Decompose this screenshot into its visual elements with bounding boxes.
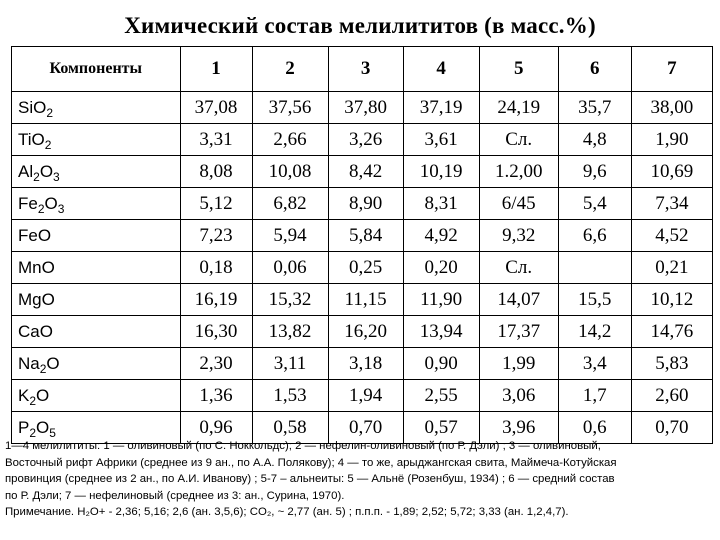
table-cell: 3,4 <box>558 348 631 380</box>
table-row <box>12 188 713 220</box>
table-cell: 3,06 <box>479 380 558 412</box>
table-cell: 3,31 <box>180 124 252 156</box>
table-cell: 3,96 <box>479 412 558 444</box>
table-cell: 1,90 <box>631 124 712 156</box>
table-cell: 14,07 <box>479 284 558 316</box>
table-cell: 10,69 <box>631 156 712 188</box>
table-cell: 6/45 <box>479 188 558 220</box>
component-name: SiO$_2$ <box>12 92 181 124</box>
table-row <box>12 252 713 284</box>
table-cell: 8,42 <box>328 156 403 188</box>
table-cell: 24,19 <box>479 92 558 124</box>
table-cell: 35,7 <box>558 92 631 124</box>
table-cell: 9,32 <box>479 220 558 252</box>
column-header-2: 2 <box>252 47 328 92</box>
table-cell: 1,99 <box>479 348 558 380</box>
table-cell: 6,82 <box>252 188 328 220</box>
table-cell: 37,56 <box>252 92 328 124</box>
table-cell: 1,7 <box>558 380 631 412</box>
footnote-note: Примечание. H₂O+ - 2,36; 5,16; 2,6 (ан. 3,5,6); CO₂, ~ 2,77 (ан. 5) ; п.п.п. - 1,89; 2,52; 5,72; 3,33 (ан. 1,2,4,7). <box>5 506 569 518</box>
page-title: Химический состав мелилититов (в масс.%) <box>124 13 596 38</box>
table-cell: 0,70 <box>631 412 712 444</box>
table-cell: 5,4 <box>558 188 631 220</box>
column-header-6: 6 <box>558 47 631 92</box>
table-cell: 6,6 <box>558 220 631 252</box>
column-header-4: 4 <box>403 47 479 92</box>
component-name: CaO <box>12 316 181 348</box>
component-name: $Na_2O$ <box>12 348 181 380</box>
table-cell: 0,25 <box>328 252 403 284</box>
table-cell: 0,20 <box>403 252 479 284</box>
table-cell: 5,94 <box>252 220 328 252</box>
table-cell: 2,66 <box>252 124 328 156</box>
table-row <box>12 92 713 124</box>
component-name: MnO <box>12 252 181 284</box>
table-cell: 16,30 <box>180 316 252 348</box>
table-cell: 0,6 <box>558 412 631 444</box>
table-cell: 17,37 <box>479 316 558 348</box>
table-cell: 7,23 <box>180 220 252 252</box>
table-cell: 1,53 <box>252 380 328 412</box>
table-cell: 4,92 <box>403 220 479 252</box>
table-cell: 10,19 <box>403 156 479 188</box>
footnote-line: Восточный рифт Африки (среднее из 9 ан., по А.А. Полякову); 4 — то же, арыджангская свита, Маймеча-Котуйская <box>5 456 617 469</box>
column-header-1: 1 <box>180 47 252 92</box>
composition-table <box>11 46 713 444</box>
table-cell: 3,61 <box>403 124 479 156</box>
table-cell: 14,76 <box>631 316 712 348</box>
component-name: $Al_2O_3$ <box>12 156 181 188</box>
table-cell: 0,70 <box>328 412 403 444</box>
table-cell: 1,94 <box>328 380 403 412</box>
table-cell: Сл. <box>479 124 558 156</box>
table-cell: 8,31 <box>403 188 479 220</box>
table-cell: 11,15 <box>328 284 403 316</box>
component-name: MgO <box>12 284 181 316</box>
table-row <box>12 156 713 188</box>
table-cell: 13,82 <box>252 316 328 348</box>
table-cell: 3,11 <box>252 348 328 380</box>
component-name: FeO <box>12 220 181 252</box>
table-cell: 3,18 <box>328 348 403 380</box>
table-cell: 14,2 <box>558 316 631 348</box>
table-cell: 7,34 <box>631 188 712 220</box>
table-row <box>12 284 713 316</box>
table-row <box>12 316 713 348</box>
table-cell: 8,90 <box>328 188 403 220</box>
table-cell: 0,57 <box>403 412 479 444</box>
table-cell: 5,12 <box>180 188 252 220</box>
table-cell: 0,90 <box>403 348 479 380</box>
component-name: TiO$_2$ <box>12 124 181 156</box>
table-row <box>12 124 713 156</box>
column-header-3: 3 <box>328 47 403 92</box>
table-cell: 9,6 <box>558 156 631 188</box>
table-cell: 3,26 <box>328 124 403 156</box>
table-cell: 13,94 <box>403 316 479 348</box>
column-header-components: Компоненты <box>12 47 181 92</box>
table-cell: 0,21 <box>631 252 712 284</box>
table-cell: 10,08 <box>252 156 328 188</box>
table-cell: 15,5 <box>558 284 631 316</box>
table-cell: Сл. <box>479 252 558 284</box>
footnote-line: по Р. Дэли; 7 — нефелиновый (среднее из 3: ан., Сурина, 1970). <box>5 489 345 502</box>
footnote-line: 1—4 мелилититы: 1 — оливиновый (по С. Ноккольдс); 2 — нефелин-оливиновый (по Р. Дэли) ; 3 — оливиновый, <box>5 440 601 452</box>
table-cell: 15,32 <box>252 284 328 316</box>
table-cell: 0,58 <box>252 412 328 444</box>
table-cell <box>558 252 631 284</box>
table-cell: 0,06 <box>252 252 328 284</box>
table-cell: 1,36 <box>180 380 252 412</box>
table-cell: 2,60 <box>631 380 712 412</box>
table-cell: 8,08 <box>180 156 252 188</box>
table-row <box>12 348 713 380</box>
table-cell: 11,90 <box>403 284 479 316</box>
table-cell: 10,12 <box>631 284 712 316</box>
component-name: $K_2O$ <box>12 380 181 412</box>
component-name: $Fe_2O_3$ <box>12 188 181 220</box>
component-name: $P_2O_5$ <box>12 412 181 444</box>
table-header-row <box>12 47 713 92</box>
table-cell: 5,83 <box>631 348 712 380</box>
footnote-line: провинция (среднее из 2 ан., по А.И. Иванову) ; 5-7 – альнеиты: 5 — Альнё (Розенбуш, 1934) ; 6 — средний состав <box>5 473 615 485</box>
table-row <box>12 380 713 412</box>
table-cell: 16,20 <box>328 316 403 348</box>
table-cell: 16,19 <box>180 284 252 316</box>
footnotes <box>5 438 717 521</box>
table-cell: 1.2,00 <box>479 156 558 188</box>
table-cell: 4,52 <box>631 220 712 252</box>
table-cell: 37,08 <box>180 92 252 124</box>
table-cell: 5,84 <box>328 220 403 252</box>
table-cell: 37,19 <box>403 92 479 124</box>
column-header-5: 5 <box>479 47 558 92</box>
table-cell: 4,8 <box>558 124 631 156</box>
table-cell: 2,30 <box>180 348 252 380</box>
table-cell: 37,80 <box>328 92 403 124</box>
table-cell: 2,55 <box>403 380 479 412</box>
table-cell: 0,18 <box>180 252 252 284</box>
table-cell: 0,96 <box>180 412 252 444</box>
table-cell: 38,00 <box>631 92 712 124</box>
column-header-7: 7 <box>631 47 712 92</box>
table-row <box>12 220 713 252</box>
